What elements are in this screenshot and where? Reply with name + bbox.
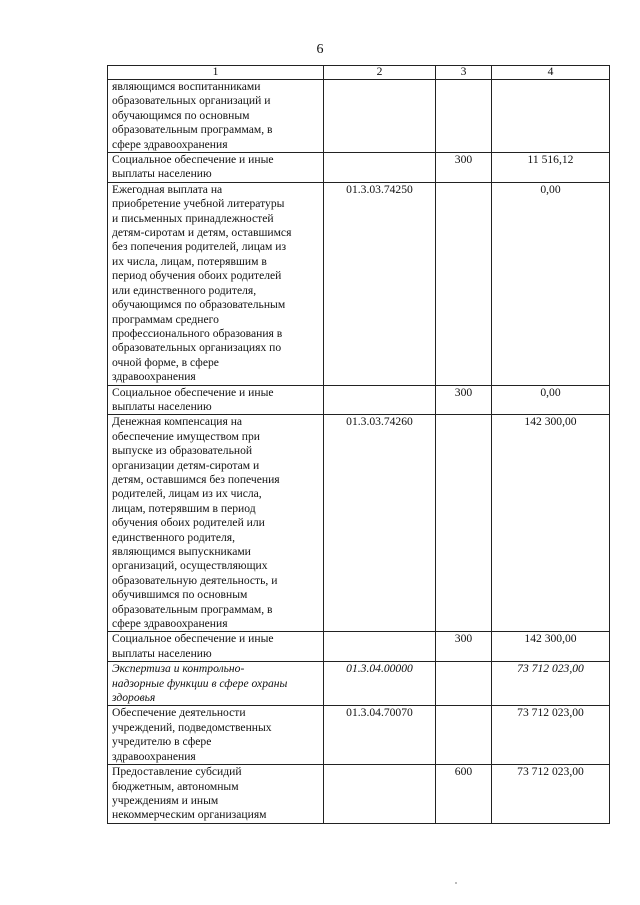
- row-kvr-cell: [436, 80, 492, 153]
- row-sum-cell: 142 300,00: [492, 415, 610, 632]
- row-code-cell: 01.3.04.00000: [324, 662, 436, 706]
- row-name-cell: Денежная компенсация на обеспечение имуществом при выпуске из образовательной организации детям-сиротам и детям, оставшимся без попечения родителей, лицам из их числа, лицам, потерявшим в период обучения обоих родителей или единственного родителя, являющимся выпускниками организаций, осуществляющих образовательную деятельность, и обучившимся по основным образовательным программам, в сфере здравоохранения: [108, 415, 324, 632]
- row-name-cell: Обеспечение деятельности учреждений, подведомственных учредителю в сфере здравоохранения: [108, 706, 324, 765]
- row-code-cell: 01.3.04.70070: [324, 706, 436, 765]
- row-kvr-cell: [436, 706, 492, 765]
- row-name-cell: Предоставление субсидий бюджетным, автономным учреждениям и иным некоммерческим организациям: [108, 765, 324, 824]
- row-code-cell: 01.3.03.74260: [324, 415, 436, 632]
- scan-speck: [455, 882, 457, 884]
- row-kvr-cell: [436, 182, 492, 385]
- row-name-cell: Социальное обеспечение и иные выплаты населению: [108, 632, 324, 662]
- row-sum-cell: 73 712 023,00: [492, 662, 610, 706]
- column-header-2: 2: [324, 66, 436, 80]
- table-row: [108, 706, 610, 765]
- row-kvr-cell: 300: [436, 385, 492, 415]
- table-row: [108, 765, 610, 824]
- column-header-1: 1: [108, 66, 324, 80]
- row-sum-cell: 73 712 023,00: [492, 765, 610, 824]
- table-row: [108, 385, 610, 415]
- row-name-cell: Социальное обеспечение и иные выплаты населению: [108, 385, 324, 415]
- table-row: [108, 415, 610, 632]
- table-row: [108, 662, 610, 706]
- row-sum-cell: 142 300,00: [492, 632, 610, 662]
- budget-table: [107, 65, 610, 824]
- column-header-3: 3: [436, 66, 492, 80]
- row-code-cell: [324, 385, 436, 415]
- row-code-cell: [324, 632, 436, 662]
- row-sum-cell: [492, 80, 610, 153]
- row-kvr-cell: 600: [436, 765, 492, 824]
- row-sum-cell: 11 516,12: [492, 153, 610, 183]
- row-name-cell: являющимся воспитанниками образовательных организаций и обучающимся по основным образовательным программам, в сфере здравоохранения: [108, 80, 324, 153]
- row-name-cell: Социальное обеспечение и иные выплаты населению: [108, 153, 324, 183]
- page-number: 6: [316, 42, 324, 57]
- row-code-cell: [324, 80, 436, 153]
- row-sum-cell: 73 712 023,00: [492, 706, 610, 765]
- row-kvr-cell: [436, 415, 492, 632]
- row-kvr-cell: [436, 662, 492, 706]
- row-sum-cell: 0,00: [492, 385, 610, 415]
- table-row: [108, 153, 610, 183]
- row-code-cell: [324, 153, 436, 183]
- row-name-cell: Ежегодная выплата на приобретение учебной литературы и письменных принадлежностей детям-сиротам и детям, оставшимся без попечения родителей, лицам из их числа, лицам, потерявшим в период обучения обоих родителей или единственного родителя, обучающимся по образовательным программам среднего профессионального образования в образовательных организациях по очной форме, в сфере здравоохранения: [108, 182, 324, 385]
- row-name-cell: Экспертиза и контрольно- надзорные функции в сфере охраны здоровья: [108, 662, 324, 706]
- table-row: [108, 80, 610, 153]
- table-header-row: [108, 66, 610, 80]
- table-row: [108, 632, 610, 662]
- row-code-cell: [324, 765, 436, 824]
- row-kvr-cell: 300: [436, 153, 492, 183]
- row-code-cell: 01.3.03.74250: [324, 182, 436, 385]
- row-sum-cell: 0,00: [492, 182, 610, 385]
- column-header-4: 4: [492, 66, 610, 80]
- table-row: [108, 182, 610, 385]
- row-kvr-cell: 300: [436, 632, 492, 662]
